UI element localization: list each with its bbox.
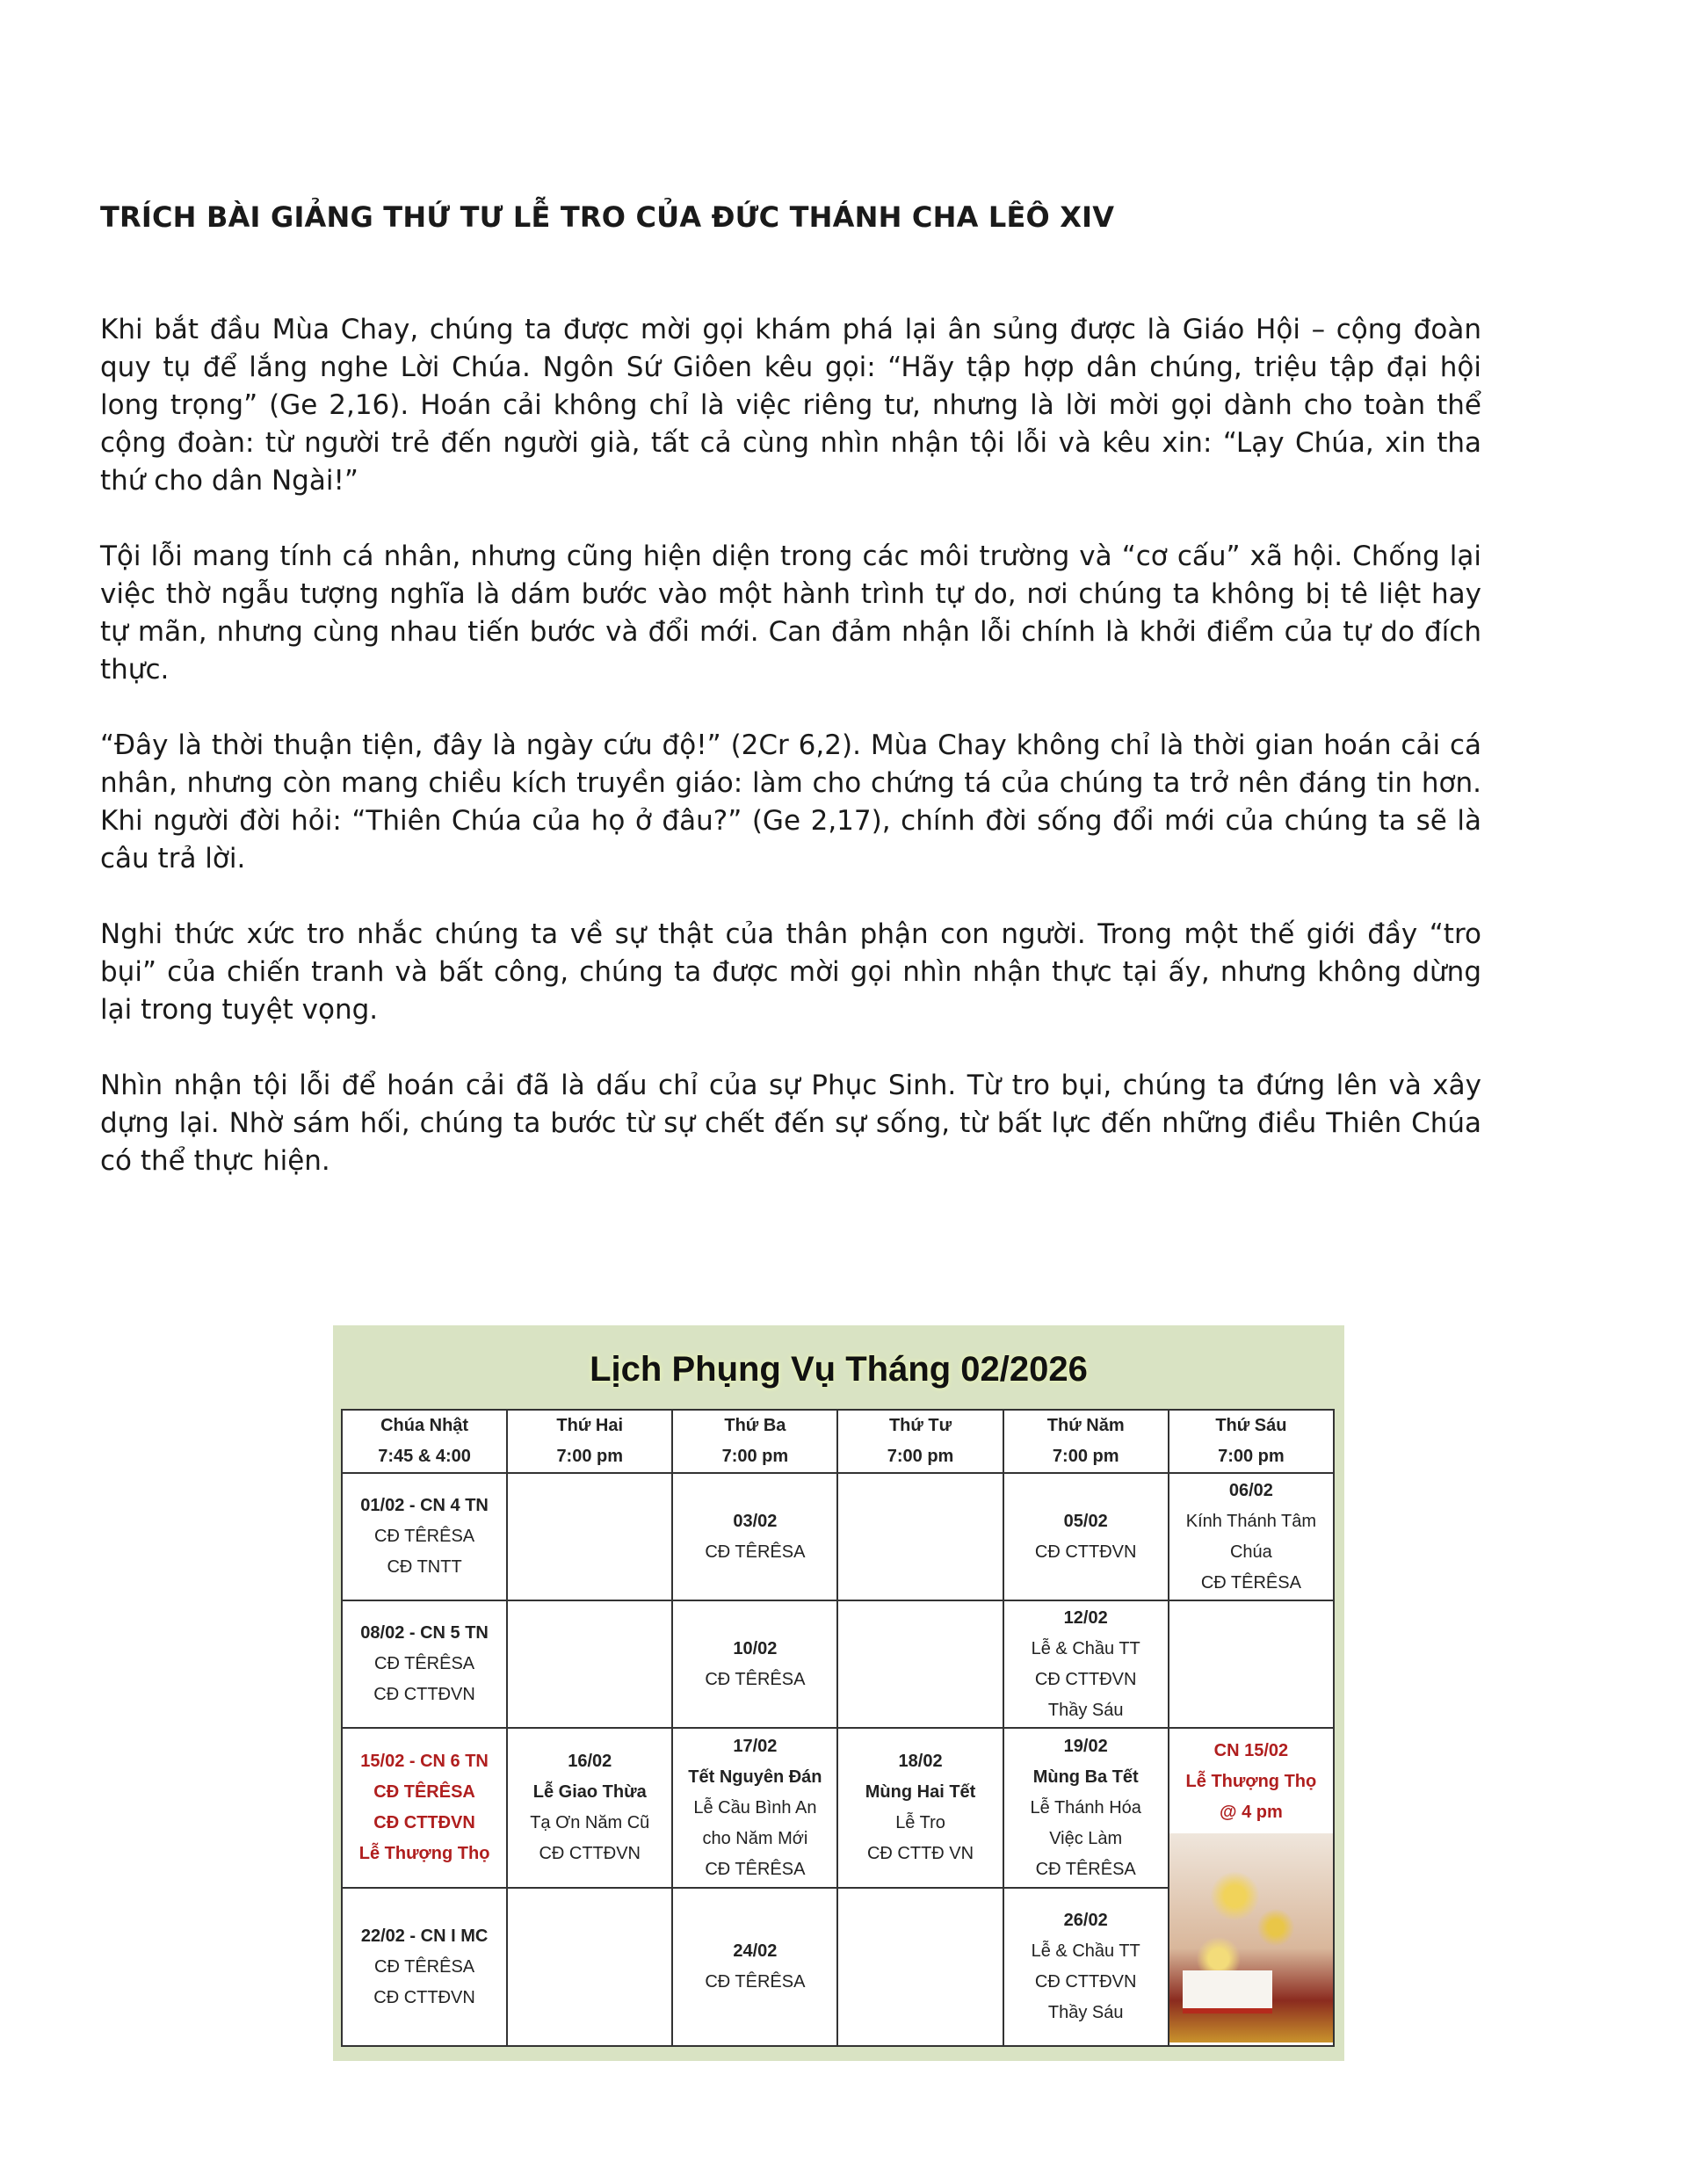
week-row bbox=[342, 1600, 1334, 1728]
day-cell bbox=[1169, 1728, 1334, 2046]
week-row bbox=[342, 1473, 1334, 1600]
event-line: Mùng Hai Tết bbox=[865, 1782, 976, 1802]
day-date: 24/02 bbox=[733, 1941, 778, 1961]
event-line: CĐ TÊRÊSA bbox=[705, 1542, 806, 1562]
day-date: 16/02 bbox=[568, 1752, 612, 1771]
day-date: 10/02 bbox=[733, 1638, 778, 1658]
day-date: 26/02 bbox=[1063, 1911, 1108, 1930]
day-header bbox=[837, 1410, 1003, 1473]
header-line: 7:00 pm bbox=[887, 1447, 954, 1466]
header-line: Thứ Tư bbox=[888, 1416, 952, 1435]
day-date: 22/02 - CN I MC bbox=[360, 1926, 489, 1946]
event-line: CĐ TÊRÊSA bbox=[1200, 1572, 1301, 1593]
altar-cloth bbox=[1183, 1970, 1272, 2013]
header-line: 7:00 pm bbox=[556, 1447, 624, 1466]
event-line: cho Năm Mới bbox=[702, 1828, 808, 1848]
day-date: 01/02 - CN 4 TN bbox=[360, 1496, 489, 1515]
event-line: CĐ TÊRÊSA bbox=[705, 1669, 806, 1689]
event-line: CĐ CTTĐVN bbox=[373, 1813, 475, 1832]
event-line: CĐ CTTĐ VN bbox=[866, 1844, 974, 1863]
day-header bbox=[672, 1410, 837, 1473]
day-cell bbox=[837, 1600, 1003, 1728]
day-cell bbox=[342, 1600, 507, 1728]
day-date: CN 15/02 bbox=[1213, 1741, 1289, 1760]
event-line: CĐ TÊRÊSA bbox=[374, 1527, 475, 1546]
day-cell bbox=[672, 1728, 837, 1888]
header-line: Chúa Nhật bbox=[380, 1416, 469, 1435]
header-line: Thứ Ba bbox=[724, 1416, 786, 1435]
header-line: Thứ Năm bbox=[1046, 1416, 1125, 1435]
paragraph: “Đây là thời thuận tiện, đây là ngày cứu độ!” (2Cr 6,2). Mùa Chay không chỉ là thời gian hoán cải cá nhân, nhưng còn mang chiều kích truyền giáo: làm cho chứng tá của chúng ta trở nên đáng tin hơn. Khi người đời hỏi: “Thiên Chúa của họ ở đâu?” (Ge 2,17), chính đời sống đổi mới của chúng ta sẽ là câu trả lời. bbox=[100, 729, 1481, 874]
day-date: 06/02 bbox=[1228, 1480, 1273, 1500]
day-cell bbox=[672, 1600, 837, 1728]
day-cell bbox=[342, 1728, 507, 1888]
day-date: 08/02 - CN 5 TN bbox=[360, 1623, 489, 1643]
day-date: 12/02 bbox=[1063, 1607, 1108, 1628]
homily-text bbox=[100, 311, 1481, 1218]
header-line: 7:00 pm bbox=[1052, 1447, 1119, 1466]
day-header bbox=[1169, 1410, 1334, 1473]
header-line: 7:45 & 4:00 bbox=[378, 1447, 471, 1466]
day-date: 17/02 bbox=[733, 1736, 778, 1756]
day-date: 18/02 bbox=[898, 1752, 943, 1771]
day-date: 19/02 bbox=[1063, 1736, 1108, 1756]
event-line: Tết Nguyên Đán bbox=[688, 1767, 822, 1787]
header-line: 7:00 pm bbox=[1218, 1447, 1285, 1466]
event-line: CĐ CTTĐVN bbox=[1034, 1542, 1137, 1562]
header-line: 7:00 pm bbox=[721, 1447, 789, 1466]
event-line: Chúa bbox=[1229, 1542, 1272, 1562]
event-line: CĐ TÊRÊSA bbox=[1035, 1859, 1136, 1879]
event-line: CĐ CTTĐVN bbox=[373, 1987, 475, 2007]
day-cell bbox=[507, 1728, 672, 1888]
day-cell bbox=[1003, 1728, 1169, 1888]
event-line: CĐ CTTĐVN bbox=[1034, 1669, 1137, 1689]
event-line: CĐ CTTĐVN bbox=[1034, 1972, 1137, 1992]
day-cell bbox=[672, 1473, 837, 1600]
event-line: CĐ CTTĐVN bbox=[373, 1685, 475, 1704]
event-line: Việc Làm bbox=[1049, 1828, 1123, 1848]
paragraph: Nghi thức xức tro nhắc chúng ta về sự thật của thân phận con người. Trong một thế giới đầy “tro bụi” của chiến tranh và bất công, chúng ta được mời gọi nhìn nhận thực tại ấy, nhưng không dừng lại trong tuyệt vọng. bbox=[100, 918, 1481, 1026]
event-line: Mùng Ba Tết bbox=[1032, 1767, 1139, 1787]
week-row bbox=[342, 1728, 1334, 1888]
day-header bbox=[342, 1410, 507, 1473]
event-line: CĐ TÊRÊSA bbox=[705, 1859, 806, 1879]
event-line: Lễ Thánh Hóa bbox=[1030, 1797, 1141, 1818]
event-line: CĐ TNTT bbox=[387, 1557, 462, 1577]
day-date: 05/02 bbox=[1063, 1511, 1108, 1531]
day-cell bbox=[1003, 1473, 1169, 1600]
day-date: 15/02 - CN 6 TN bbox=[360, 1752, 489, 1771]
day-date: 03/02 bbox=[733, 1511, 778, 1531]
event-line: Kính Thánh Tâm bbox=[1185, 1511, 1317, 1531]
event-line: Lễ & Chầu TT bbox=[1031, 1638, 1140, 1658]
event-line: Thầy Sáu bbox=[1047, 2003, 1124, 2022]
day-cell bbox=[507, 1600, 672, 1728]
day-cell bbox=[507, 1473, 672, 1600]
event-line: Tạ Ơn Năm Cũ bbox=[530, 1813, 650, 1832]
calendar-table bbox=[341, 1409, 1335, 2047]
event-line: Lễ & Chầu TT bbox=[1031, 1941, 1140, 1961]
paragraph: Tội lỗi mang tính cá nhân, nhưng cũng hiện diện trong các môi trường và “cơ cấu” xã hội. Chống lại việc thờ ngẫu tượng nghĩa là dám bước vào một hành trình tự do, nơi chúng ta không bị tê liệt hay tự mãn, nhưng cùng nhau tiến bước và đổi mới. Can đảm nhận lỗi chính là khởi điểm của tự do đích thực. bbox=[100, 541, 1481, 686]
day-cell bbox=[1169, 1473, 1334, 1600]
day-cell bbox=[837, 1473, 1003, 1600]
page-title: TRÍCH BÀI GIẢNG THỨ TƯ LỄ TRO CỦA ĐỨC THÁNH CHA LÊÔ XIV bbox=[100, 200, 1115, 234]
paragraph: Khi bắt đầu Mùa Chay, chúng ta được mời gọi khám phá lại ân sủng được là Giáo Hội – cộng đoàn quy tụ để lắng nghe Lời Chúa. Ngôn Sứ Giôen kêu gọi: “Hãy tập hợp dân chúng, triệu tập đại hội long trọng” (Ge 2,16). Hoán cải không chỉ là việc riêng tư, nhưng là lời mời gọi dành cho toàn thể cộng đoàn: từ người trẻ đến người già, tất cả cùng nhìn nhận tội lỗi và kêu xin: “Lạy Chúa, xin tha thứ cho dân Ngài!” bbox=[100, 314, 1481, 497]
event-line: @ 4 pm bbox=[1220, 1803, 1283, 1822]
day-cell bbox=[1003, 1888, 1169, 2046]
day-cell bbox=[342, 1888, 507, 2046]
day-cell bbox=[342, 1473, 507, 1600]
event-line: Lễ Giao Thừa bbox=[532, 1782, 647, 1802]
event-line: Lễ Thượng Thọ bbox=[358, 1844, 490, 1863]
event-line: Lễ Thượng Thọ bbox=[1185, 1772, 1317, 1791]
day-header bbox=[1003, 1410, 1169, 1473]
day-cell bbox=[1003, 1600, 1169, 1728]
day-cell bbox=[672, 1888, 837, 2046]
event-line: Lễ Tro bbox=[895, 1813, 945, 1832]
day-cell bbox=[837, 1888, 1003, 2046]
event-line: CĐ TÊRÊSA bbox=[374, 1956, 475, 1977]
header-line: Thứ Sáu bbox=[1215, 1416, 1287, 1435]
altar-photo bbox=[1169, 1833, 1333, 2043]
calendar-title: Lịch Phụng Vụ Tháng 02/2026 bbox=[590, 1350, 1088, 1389]
day-cell bbox=[1169, 1600, 1334, 1728]
event-line: CĐ CTTĐVN bbox=[539, 1844, 641, 1863]
event-line: Lễ Cầu Bình An bbox=[693, 1797, 817, 1818]
event-line: CĐ TÊRÊSA bbox=[705, 1972, 806, 1992]
day-cell bbox=[837, 1728, 1003, 1888]
event-line: Thầy Sáu bbox=[1047, 1700, 1124, 1720]
day-cell bbox=[507, 1888, 672, 2046]
event-line: CĐ TÊRÊSA bbox=[374, 1654, 475, 1673]
liturgical-calendar bbox=[333, 1325, 1344, 2061]
paragraph: Nhìn nhận tội lỗi để hoán cải đã là dấu chỉ của sự Phục Sinh. Từ tro bụi, chúng ta đứng lên và xây dựng lại. Nhờ sám hối, chúng ta bước từ sự chết đến sự sống, từ bất lực đến những điều Thiên Chúa có thể thực hiện. bbox=[100, 1070, 1481, 1177]
header-line: Thứ Hai bbox=[556, 1416, 624, 1435]
day-header bbox=[507, 1410, 672, 1473]
event-line: CĐ TÊRÊSA bbox=[373, 1782, 475, 1802]
